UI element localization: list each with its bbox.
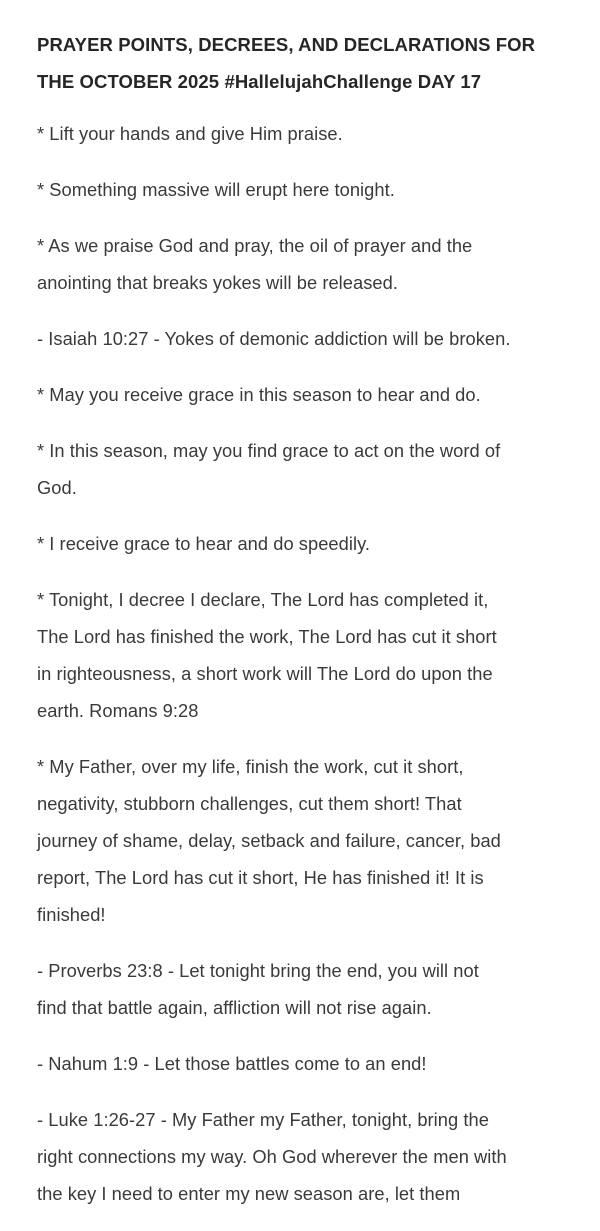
text-line: finished! <box>37 904 106 925</box>
text-line: negativity, stubborn challenges, cut them short! That <box>37 793 462 814</box>
text-line: in righteousness, a short work will The Lord do upon the <box>37 663 493 684</box>
text-line: * May you receive grace in this season to hear and do. <box>37 384 481 405</box>
text-line: * Tonight, I decree I declare, The Lord has completed it, <box>37 589 489 610</box>
text-line: * Something massive will erupt here tonight. <box>37 179 395 200</box>
scripture-point <box>37 320 577 357</box>
scripture-point <box>37 1045 577 1082</box>
prayer-point <box>37 748 577 933</box>
text-line: anointing that breaks yokes will be released. <box>37 272 398 293</box>
scripture-point <box>37 952 577 1026</box>
text-line: report, The Lord has cut it short, He has finished it! It is <box>37 867 484 888</box>
decree-point <box>37 581 577 729</box>
prayer-point <box>37 115 577 152</box>
text-line: * As we praise God and pray, the oil of prayer and the <box>37 235 473 256</box>
title-line: THE OCTOBER 2025 #HallelujahChallenge DAY 17 <box>37 71 482 92</box>
prayer-point <box>37 432 577 506</box>
text-line: * I receive grace to hear and do speedily. <box>37 533 371 554</box>
text-line: - Luke 1:26-27 - My Father my Father, tonight, bring the <box>37 1109 489 1130</box>
text-line: find that battle again, affliction will not rise again. <box>37 997 432 1018</box>
document-page <box>37 26 577 1231</box>
scripture-point <box>37 1101 577 1212</box>
text-line: * Lift your hands and give Him praise. <box>37 123 343 144</box>
text-line: - Proverbs 23:8 - Let tonight bring the end, you will not <box>37 960 479 981</box>
prayer-point <box>37 171 577 208</box>
text-line: The Lord has finished the work, The Lord has cut it short <box>37 626 497 647</box>
text-line: earth. Romans 9:28 <box>37 700 199 721</box>
text-line: - Isaiah 10:27 - Yokes of demonic addiction will be broken. <box>37 328 511 349</box>
prayer-point <box>37 376 577 413</box>
prayer-point <box>37 525 577 562</box>
text-line: * My Father, over my life, finish the work, cut it short, <box>37 756 464 777</box>
title-line: PRAYER POINTS, DECREES, AND DECLARATIONS FOR <box>37 34 536 55</box>
text-line: journey of shame, delay, setback and failure, cancer, bad <box>37 830 501 851</box>
prayer-points <box>37 115 577 1212</box>
text-line: the key I need to enter my new season are, let them <box>37 1183 461 1204</box>
text-line: God. <box>37 477 77 498</box>
text-line: - Nahum 1:9 - Let those battles come to an end! <box>37 1053 427 1074</box>
prayer-point <box>37 227 577 301</box>
document-title <box>37 26 577 100</box>
text-line: right connections my way. Oh God wherever the men with <box>37 1146 507 1167</box>
text-line: * In this season, may you find grace to act on the word of <box>37 440 501 461</box>
